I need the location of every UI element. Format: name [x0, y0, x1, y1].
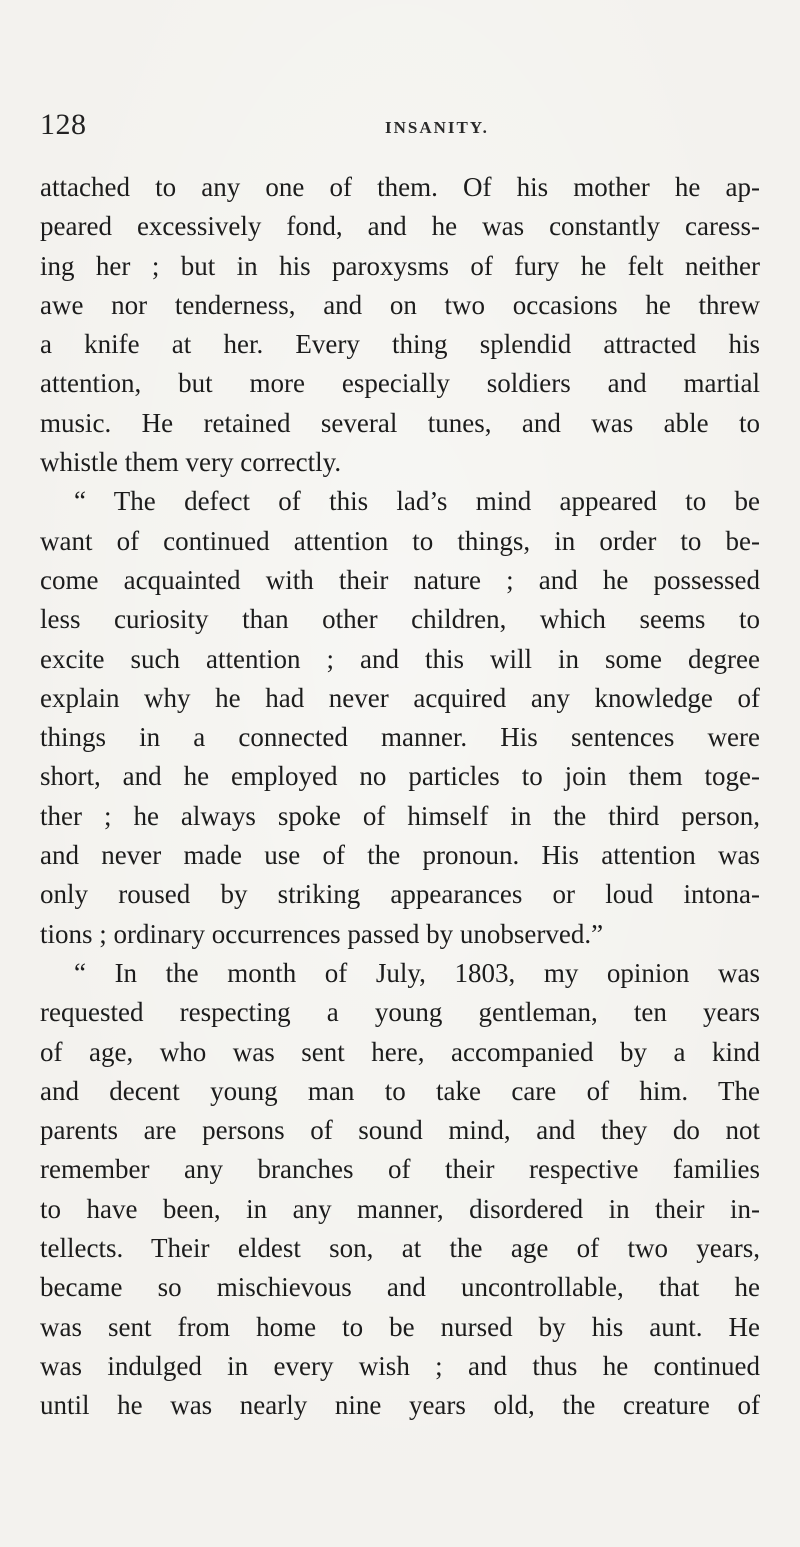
page-number: 128	[40, 108, 87, 141]
text-line: only roused by striking appearances or loud intona-	[40, 879, 760, 910]
text-line: requested respecting a young gentleman, ten years	[40, 997, 760, 1028]
text-line: parents are persons of sound mind, and they do not	[40, 1115, 760, 1146]
text-line: became so mischievous and uncontrollable, that he	[40, 1272, 760, 1303]
text-line: until he was nearly nine years old, the creature of	[40, 1390, 760, 1421]
text-line: whistle them very correctly.	[40, 447, 342, 478]
running-head: INSANITY.	[385, 118, 489, 137]
text-line: was indulged in every wish ; and thus he continued	[40, 1350, 760, 1381]
text-line: want of continued attention to things, in order to be-	[40, 525, 760, 556]
text-line: come acquainted with their nature ; and he possessed	[40, 564, 760, 595]
text-line: awe nor tenderness, and on two occasions he threw	[40, 289, 760, 320]
text-line: things in a connected manner. His sentences were	[40, 722, 760, 753]
text-line: peared excessively fond, and he was constantly caress-	[40, 211, 760, 242]
text-line: explain why he had never acquired any knowledge of	[40, 682, 760, 713]
body-text	[40, 168, 760, 1426]
text-line: ther ; he always spoke of himself in the third person,	[40, 800, 760, 831]
text-line: to have been, in any manner, disordered in their in-	[40, 1193, 760, 1224]
text-line: and never made use of the pronoun. His attention was	[40, 840, 760, 871]
text-line: ing her ; but in his paroxysms of fury he felt neither	[40, 250, 760, 281]
text-line: “ In the month of July, 1803, my opinion was	[74, 957, 760, 988]
text-line: music. He retained several tunes, and was able to	[40, 407, 760, 438]
text-line: short, and he employed no particles to join them toge-	[40, 761, 760, 792]
text-line: of age, who was sent here, accompanied by a kind	[40, 1036, 760, 1067]
text-line: less curiosity than other children, which seems to	[40, 604, 760, 635]
text-line: tellects. Their eldest son, at the age of two years,	[40, 1233, 760, 1264]
text-line: remember any branches of their respective families	[40, 1154, 760, 1185]
text-line: attention, but more especially soldiers and martial	[40, 368, 760, 399]
text-line: was sent from home to be nursed by his aunt. He	[40, 1311, 760, 1342]
text-line: excite such attention ; and this will in some degree	[40, 643, 760, 674]
text-line: and decent young man to take care of him. The	[40, 1075, 760, 1106]
text-line: a knife at her. Every thing splendid attracted his	[40, 329, 760, 360]
page-header	[40, 108, 760, 148]
text-line: tions ; ordinary occurrences passed by unobserved.”	[40, 918, 604, 949]
text-line: “ The defect of this lad’s mind appeared to be	[74, 486, 760, 517]
text-line: attached to any one of them. Of his mother he ap-	[40, 172, 760, 202]
